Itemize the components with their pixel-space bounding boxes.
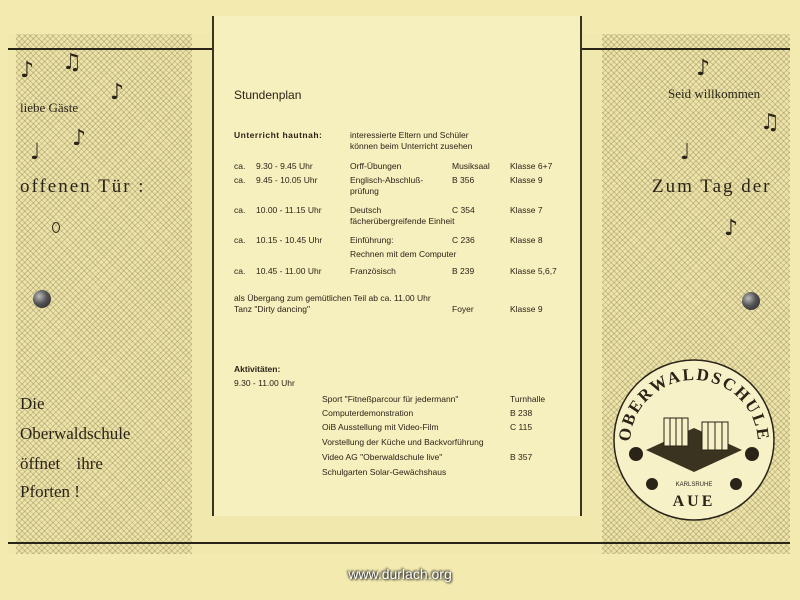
row-ca: ca.: [234, 175, 246, 185]
section-desc-1: interessierte Eltern und Schüler: [350, 130, 469, 140]
music-note-icon: ♫: [62, 50, 82, 75]
left-line-2: Oberwaldschule: [20, 424, 131, 443]
dance-label: Tanz "Dirty dancing": [234, 304, 310, 314]
row-ca: ca.: [234, 266, 246, 276]
music-note-icon: ♪: [72, 126, 87, 151]
row-class: Klasse 8: [510, 235, 543, 245]
row-time: 9.45 - 10.05 Uhr: [256, 175, 318, 185]
music-note-icon: ♪: [110, 80, 125, 105]
seal-top-text: OBERWALDSCHULE: [614, 364, 774, 443]
row-subject-2: Rechnen mit dem Computer: [350, 249, 457, 259]
row-room: B 356: [452, 175, 475, 185]
music-note-icon: ♫: [760, 110, 780, 135]
activity-name: OiB Ausstellung mit Video-Film: [322, 422, 439, 432]
row-room: C 236: [452, 235, 475, 245]
row-time: 10.00 - 11.15 Uhr: [256, 205, 322, 215]
row-subject: Englisch-Abschluß-: [350, 175, 424, 185]
activity-room: B 238: [510, 408, 533, 418]
row-room: Musiksaal: [452, 161, 490, 171]
row-time: 10.15 - 10.45 Uhr: [256, 235, 323, 245]
welcome-text: Seid willkommen: [668, 86, 761, 101]
row-class: Klasse 9: [510, 175, 543, 185]
activity-name: Vorstellung der Küche und Backvorführung: [322, 437, 484, 447]
activity-name: Schulgarten Solar-Gewächshaus: [322, 467, 447, 477]
row-class: Klasse 6+7: [510, 161, 553, 171]
row-subject-2: prüfung: [350, 186, 379, 196]
left-line-1: Die: [20, 394, 45, 413]
footer-watermark-url: www.durlach.org: [348, 566, 452, 582]
music-note-icon: ♩: [680, 140, 691, 165]
row-subject: Deutsch: [350, 205, 382, 215]
row-subject: Französisch: [350, 266, 396, 276]
row-room: B 239: [452, 266, 475, 276]
music-note-icon: ♩: [30, 140, 41, 165]
row-subject-2: fächerübergreifende Einheit: [350, 216, 455, 226]
school-seal: [612, 358, 776, 522]
row-class: Klasse 5,6,7: [510, 266, 557, 276]
offenen-text: offenen Tür :: [20, 176, 146, 197]
row-subject: Einführung:: [350, 235, 394, 245]
row-ca: ca.: [234, 235, 246, 245]
greeting-text: liebe Gäste: [20, 100, 79, 115]
activity-room: Turnhalle: [510, 394, 546, 404]
music-note-icon: ♪: [696, 56, 711, 81]
section-label: Unterricht hautnah:: [234, 130, 323, 140]
row-time: 10.45 - 11.00 Uhr: [256, 266, 322, 276]
activity-room: B 357: [510, 452, 533, 462]
row-class: Klasse 7: [510, 205, 543, 215]
left-line-4: Pforten !: [20, 482, 80, 501]
ball-icon: [742, 292, 760, 310]
dance-room: Foyer: [452, 304, 474, 314]
activity-name: Video AG "Oberwaldschule live": [322, 452, 443, 462]
activity-name: Sport "Fitneßparcour für jedermann": [322, 394, 459, 404]
activity-room: C 115: [510, 422, 533, 432]
row-ca: ca.: [234, 205, 246, 215]
activities-title: Aktivitäten:: [234, 364, 281, 374]
seal-city-text: KARLSRUHE: [675, 482, 713, 488]
transition-text: als Übergang zum gemütlichen Teil ab ca. 11.00 Uhr: [234, 293, 431, 303]
row-subject: Orff-Übungen: [350, 161, 402, 171]
ball-icon: [33, 290, 51, 308]
music-note-icon: ♪: [20, 58, 35, 83]
ring-icon: [52, 222, 60, 233]
music-note-icon: ♪: [724, 216, 739, 241]
seal-bottom-text: AUE: [672, 493, 716, 510]
bottom-rule: [8, 542, 790, 544]
activity-name: Computerdemonstration: [322, 408, 414, 418]
zum-tag-text: Zum Tag der: [652, 176, 772, 197]
row-ca: ca.: [234, 161, 246, 171]
row-time: 9.30 - 9.45 Uhr: [256, 161, 313, 171]
dance-class: Klasse 9: [510, 304, 543, 314]
row-room: C 354: [452, 205, 475, 215]
section-desc-2: können beim Unterricht zusehen: [350, 141, 473, 151]
schedule-title: Stundenplan: [234, 88, 302, 102]
left-line-3: öffnet ihre: [20, 454, 103, 473]
activities-time: 9.30 - 11.00 Uhr: [234, 378, 295, 388]
